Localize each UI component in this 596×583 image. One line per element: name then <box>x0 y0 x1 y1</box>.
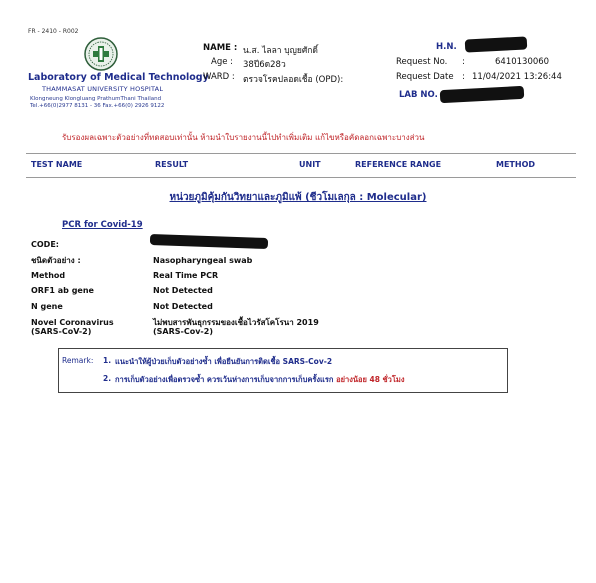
remark-2-line <box>115 374 405 386</box>
remark-2-num: 2. <box>103 374 112 383</box>
hospital-logo <box>84 37 118 71</box>
specimen-value: Nasopharyngeal swab <box>153 256 253 265</box>
col-reference-range: REFERENCE RANGE <box>355 160 442 169</box>
specimen-label: ชนิดตัวอย่าง : <box>31 256 81 265</box>
request-no-sep: : <box>462 57 465 67</box>
col-unit: UNIT <box>299 160 321 169</box>
lab-no-label: LAB NO. <box>399 90 438 100</box>
hn-label: H.N. <box>436 42 457 52</box>
orf1-label: ORF1 ab gene <box>31 286 94 295</box>
address-line-2: Tel.+66(0)2977 8131 - 36 Fax.+66(0) 2926 9122 <box>30 103 165 109</box>
remark-box <box>58 348 508 393</box>
novel-value-1: ไม่พบสารพันธุกรรมของเชื้อไวรัสโคโรนา 2019 <box>153 318 319 327</box>
code-redaction <box>150 234 268 249</box>
disclaimer-notice: รับรองผลเฉพาะตัวอย่างที่ทดสอบเท่านั้น ห้ามนำใบรายงานนี้ไปทำเพิ่มเติม แก้ไขหรือคัดลอกเฉพาะบางส่วน <box>62 133 425 142</box>
ngene-label: N gene <box>31 302 63 311</box>
ward-value: ตรวจโรคปลอดเชื้อ (OPD): <box>243 75 344 85</box>
lab-no-redaction <box>440 86 525 103</box>
ngene-value: Not Detected <box>153 302 213 311</box>
novel-value-2: (SARS-Cov-2) <box>153 327 213 336</box>
patient-age: 38ปี6ด28ว <box>243 60 286 70</box>
divider-top <box>26 153 576 154</box>
method-value: Real Time PCR <box>153 271 219 280</box>
remark-1-num: 1. <box>103 356 112 365</box>
col-test-name: TEST NAME <box>31 160 83 169</box>
test-group-title: PCR for Covid-19 <box>62 220 143 230</box>
section-title: หน่วยภูมิคุ้มกันวิทยาและภูมิแพ้ (ชีวโมเลกุล : Molecular) <box>169 192 427 203</box>
ward-label: WARD : <box>203 72 235 82</box>
request-date-sep: : <box>462 72 465 82</box>
code-label: CODE: <box>31 240 59 249</box>
method-label: Method <box>31 271 66 280</box>
address-line-1: Klongneung Klongluang PrathumThani Thailand <box>30 96 162 102</box>
lab-title: Laboratory of Medical Technology <box>28 72 209 83</box>
remark-2-highlight: อย่างน้อย 48 ชั่วโมง <box>336 375 405 384</box>
name-label: NAME : <box>203 43 238 53</box>
remark-1-text: แนะนำให้ผู้ป่วยเก็บตัวอย่างซ้ำ เพื่อยืนยันการติดเชื้อ SARS-Cov-2 <box>115 357 333 366</box>
request-date-label: Request Date <box>396 72 454 82</box>
novel-label-1: Novel Coronavirus <box>31 318 114 327</box>
request-no-value: 6410130060 <box>495 57 550 67</box>
request-no-label: Request No. <box>396 57 448 67</box>
document-code: FR - 2410 - R002 <box>28 28 79 35</box>
orf1-value: Not Detected <box>153 286 213 295</box>
remark-2-text: การเก็บตัวอย่างเพื่อตรวจซ้ำ ควรเว้นห่างการเก็บจากการเก็บครั้งแรก <box>115 375 334 384</box>
col-method: METHOD <box>496 160 536 169</box>
patient-name: น.ส. ไลลา บุญยศักดิ์ <box>243 46 318 56</box>
col-result: RESULT <box>155 160 189 169</box>
divider-bottom <box>26 177 576 178</box>
age-label: Age : <box>211 57 234 67</box>
novel-label-2: (SARS-CoV-2) <box>31 327 92 336</box>
remark-label: Remark: <box>62 356 94 365</box>
hospital-name: THAMMASAT UNIVERSITY HOSPITAL <box>42 85 164 93</box>
request-date-value: 11/04/2021 13:26:44 <box>472 72 562 82</box>
hn-redaction <box>465 36 528 52</box>
